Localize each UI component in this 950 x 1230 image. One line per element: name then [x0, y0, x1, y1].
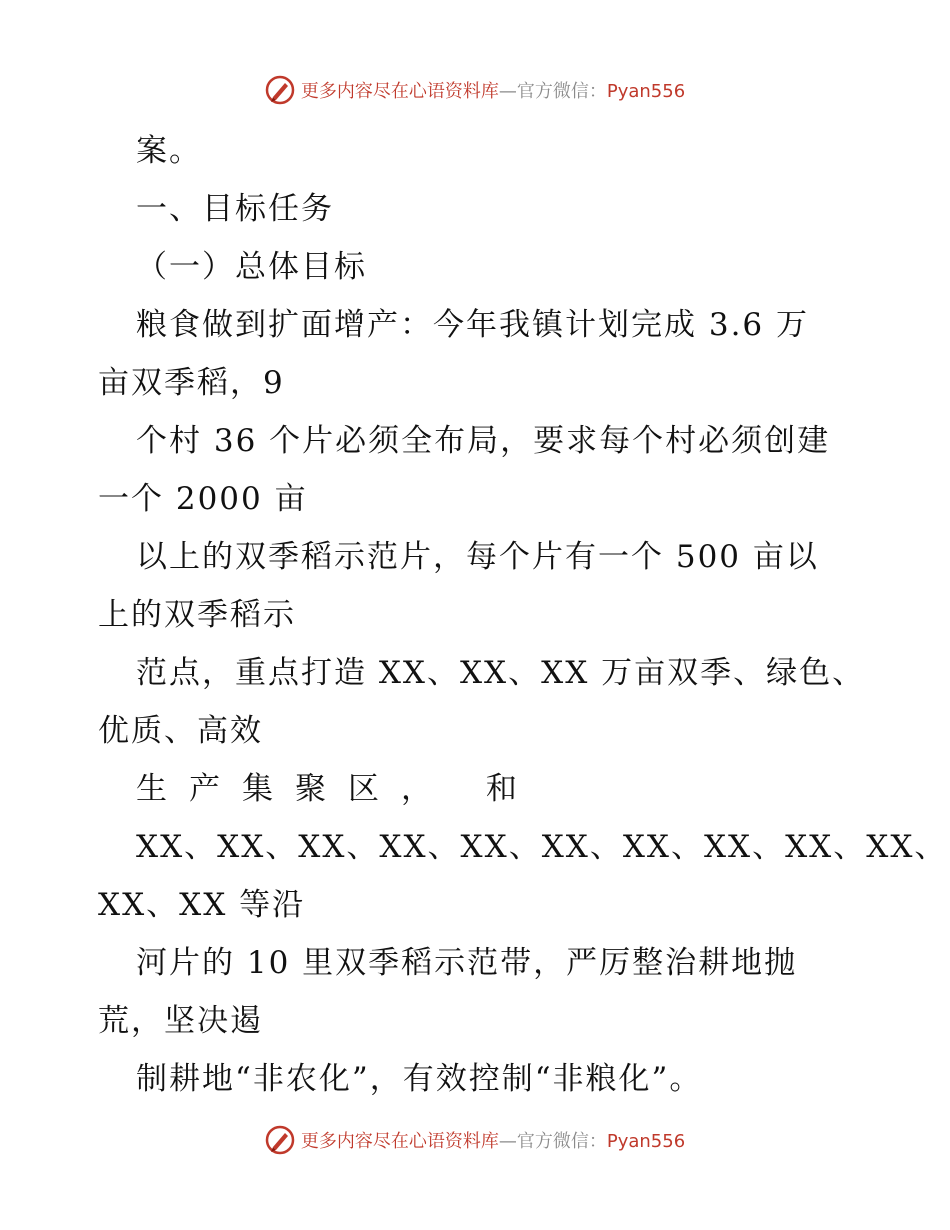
footer-wechat-label: 官方微信： [516, 1131, 607, 1152]
header-banner [0, 70, 950, 110]
header-wechat-label: 官方微信： [516, 81, 607, 102]
section-heading: 一、目标任务 [136, 191, 334, 227]
body-line: 河片的 10 里双季稻示范带，严厉整治耕地抛 [136, 945, 798, 981]
body-line: 粮食做到扩面增产：今年我镇计划完成 3.6 万 [136, 307, 810, 343]
pen-logo-icon [265, 75, 295, 105]
body-line: 亩双季稻，9 [98, 365, 285, 401]
subsection-heading: （一）总体目标 [136, 249, 367, 285]
body-line: XX、XX 等沿 [98, 887, 306, 923]
pen-logo-icon [265, 1125, 295, 1155]
body-line: 一个 2000 亩 [98, 481, 308, 517]
body-line: 荒，坚决遏 [98, 1003, 263, 1039]
body-line: 范点，重点打造 XX、XX、XX 万亩双季、绿色、 [136, 655, 866, 691]
header-brand: 更多内容尽在心语资料库 [300, 81, 499, 102]
document-body [98, 122, 948, 1108]
header-dash: — [498, 81, 517, 102]
footer-banner [0, 1120, 950, 1160]
body-line: XX、XX、XX、XX、XX、XX、XX、XX、XX、XX、 [136, 829, 948, 865]
header-banner-text [301, 77, 685, 103]
footer-brand: 更多内容尽在心语资料库 [300, 1131, 499, 1152]
body-line: 制耕地“非农化”，有效控制“非粮化”。 [136, 1061, 703, 1097]
body-line: 优质、高效 [98, 713, 263, 749]
body-line: 案。 [136, 133, 202, 169]
header-wechat-id: Pyan556 [606, 81, 686, 102]
body-line: 个村 36 个片必须全布局，要求每个村必须创建 [136, 423, 831, 459]
body-line: 以上的双季稻示范片，每个片有一个 500 亩以 [136, 539, 819, 575]
footer-wechat-id: Pyan556 [606, 1131, 686, 1152]
footer-dash: — [498, 1131, 517, 1152]
body-line: 生产集聚区， 和 [136, 771, 539, 807]
footer-banner-text [301, 1127, 685, 1153]
body-line: 上的双季稻示 [98, 597, 296, 633]
